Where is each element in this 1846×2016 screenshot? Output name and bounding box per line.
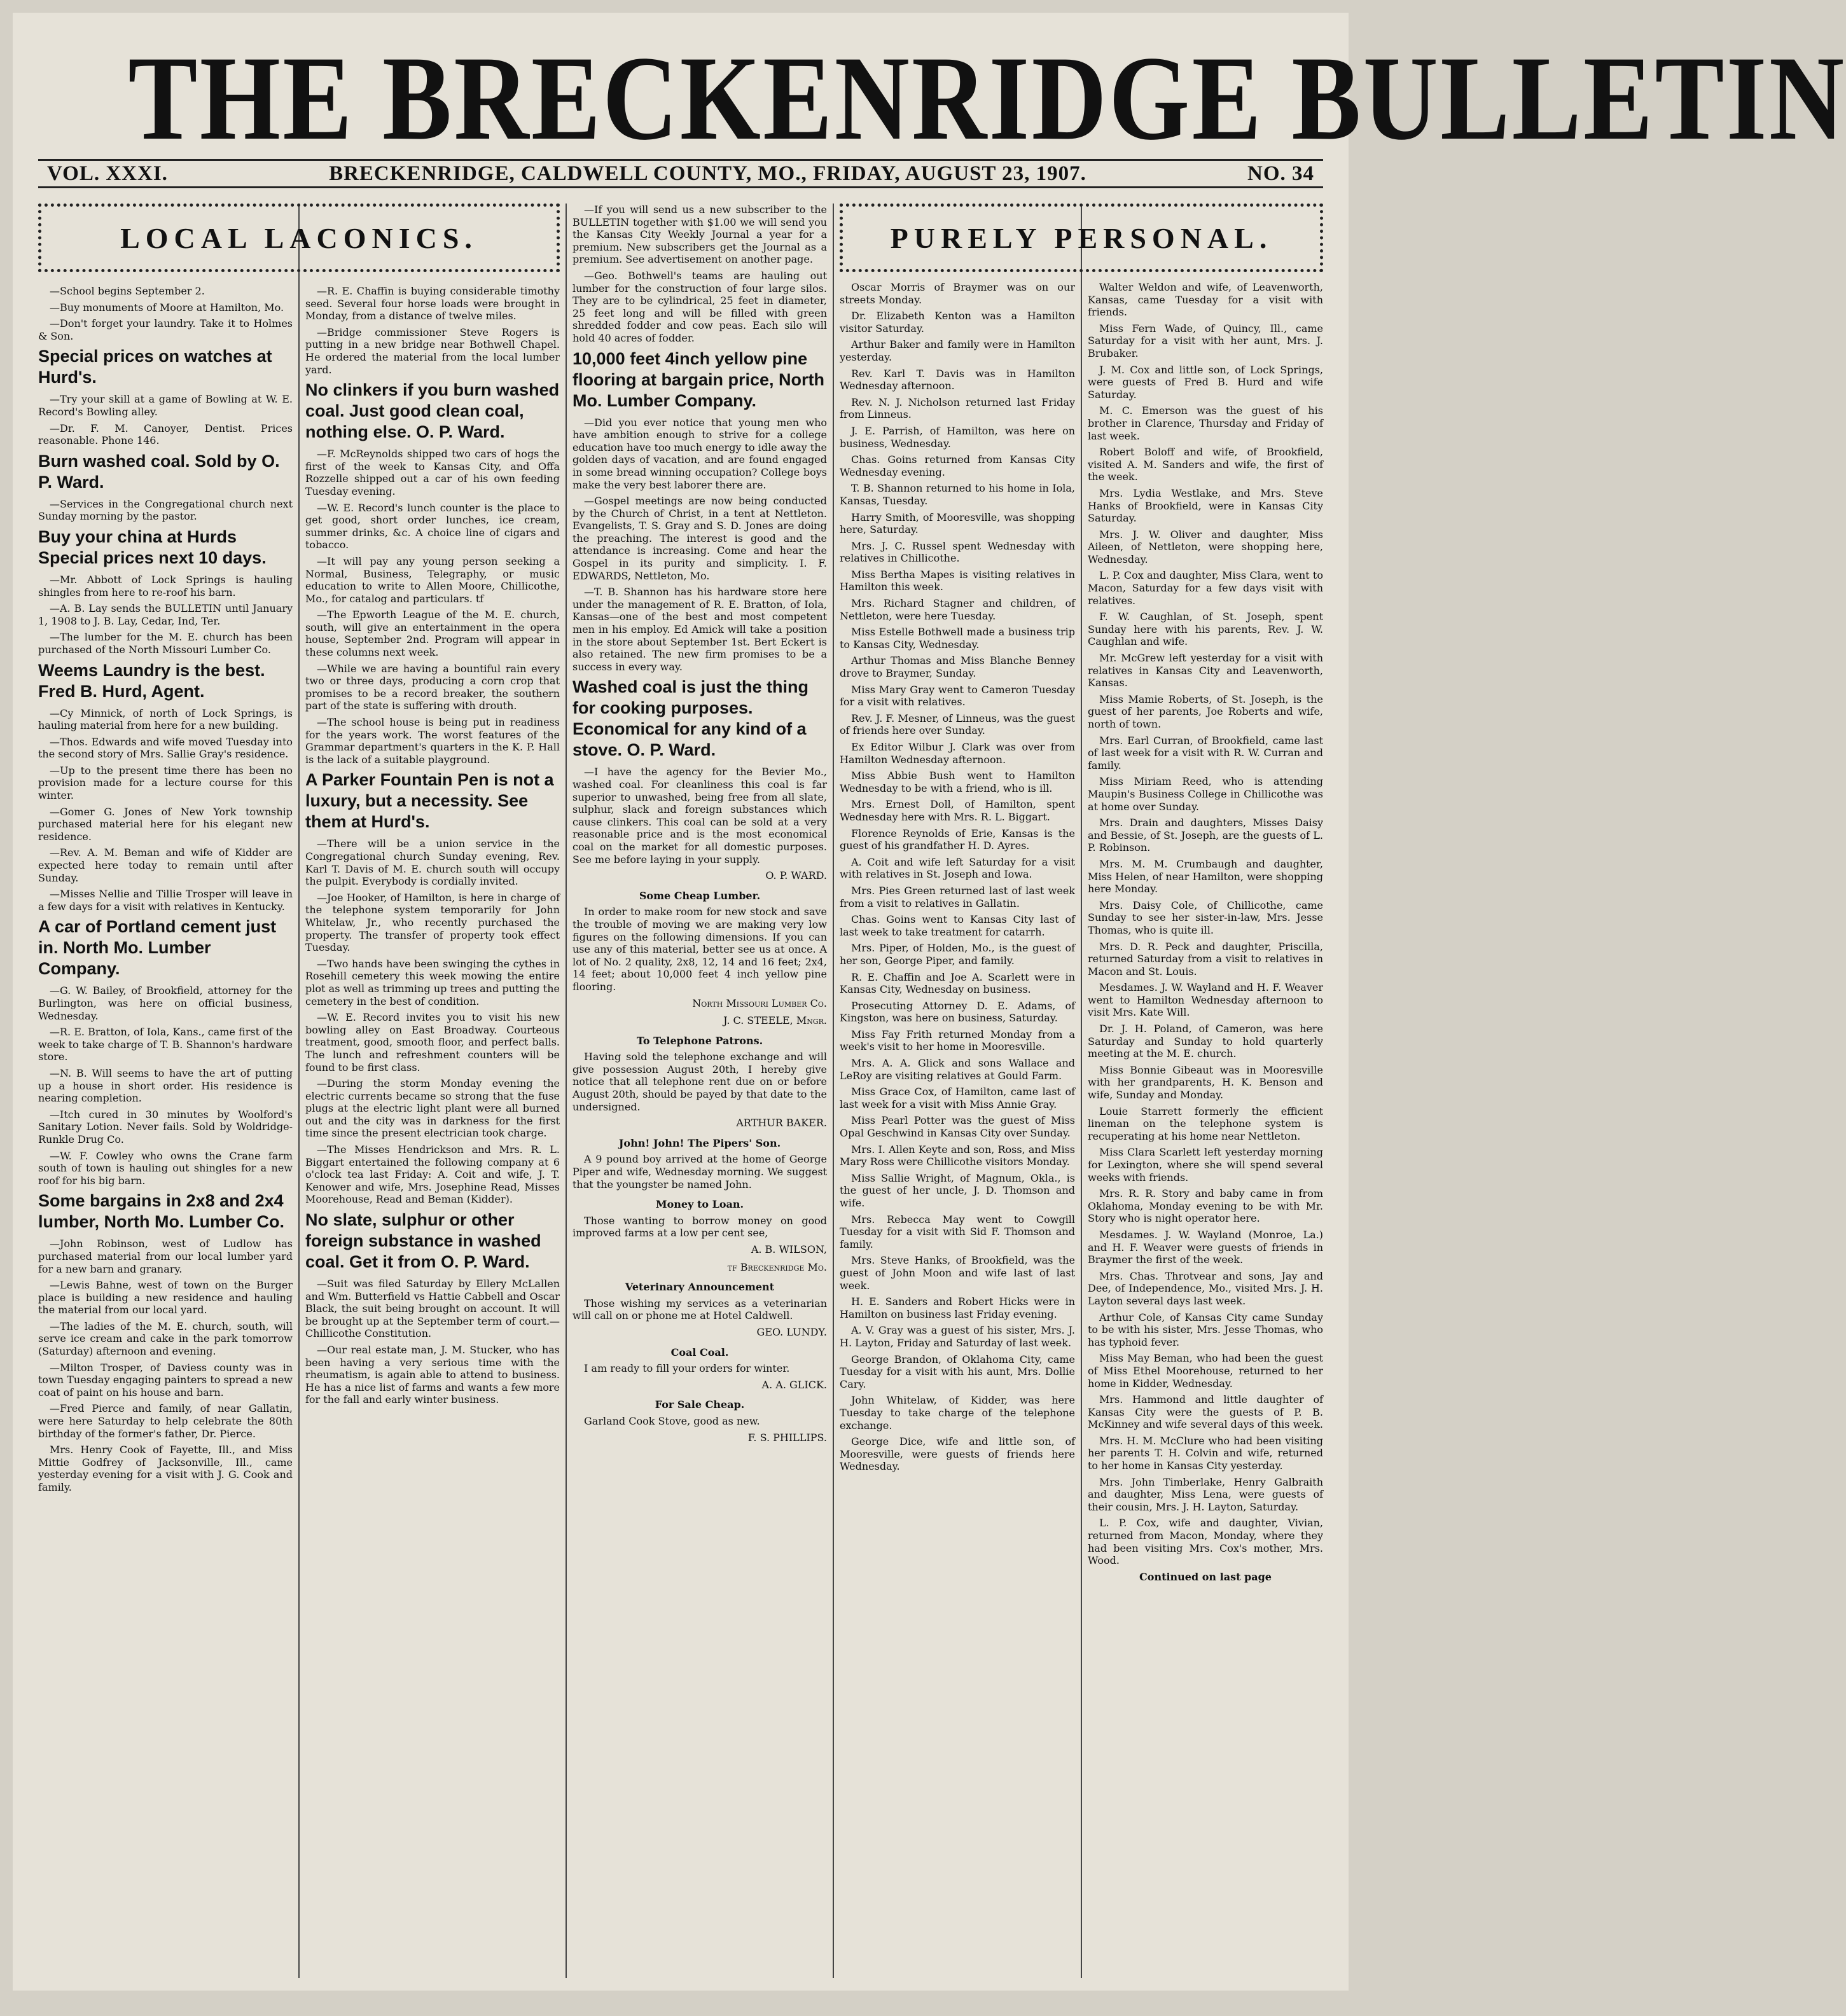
signature: J. C. STEELE, Mngr. xyxy=(723,1014,827,1027)
news-item: —If you will send us a new subscriber to the BULLETIN together with $1.00 we will send you the Kansas City Weekly Journal a year for a premium. New subscribers get the Journal as a premium. See advertisement on another page. xyxy=(573,204,827,266)
signature: O. P. WARD. xyxy=(765,869,827,882)
news-item: —Dr. F. M. Canoyer, Dentist. Prices reasonable. Phone 146. xyxy=(38,422,293,447)
news-item: Walter Weldon and wife, of Leavenworth, Kansas, came Tuesday for a visit with friends. xyxy=(1088,281,1323,319)
news-item: Miss Pearl Potter was the guest of Miss Opal Geschwind in Kansas City over Sunday. xyxy=(840,1114,1075,1140)
news-item: —The Epworth League of the M. E. church, south, will give an entertainment in the opera house, September 2nd. Program will appear in these columns next week. xyxy=(305,609,560,659)
news-item: —A. B. Lay sends the BULLETIN until January 1, 1908 to J. B. Lay, Cedar, Ind, Ter. xyxy=(38,602,293,627)
news-item: Harry Smith, of Mooresville, was shopping here, Saturday. xyxy=(840,511,1075,536)
news-item: —Thos. Edwards and wife moved Tuesday into the second story of Mrs. Sallie Gray's residence. xyxy=(38,735,293,761)
news-item: —Fred Pierce and family, of near Gallatin, were here Saturday to help celebrate the 80th birthday of the former's father, Dr. Pierce. xyxy=(38,1402,293,1440)
news-item: Mrs. A. A. Glick and sons Wallace and LeRoy are visiting relatives at Gould Farm. xyxy=(840,1057,1075,1082)
news-item: Miss Grace Cox, of Hamilton, came last of last week for a visit with Miss Annie Gray. xyxy=(840,1086,1075,1110)
news-item: Rev. N. J. Nicholson returned last Friday from Linneus. xyxy=(840,396,1075,421)
news-item: Arthur Cole, of Kansas City came Sunday to be with his sister, Mrs. Jesse Thomas, who has typhoid fever. xyxy=(1088,1311,1323,1348)
news-item: —The lumber for the M. E. church has been purchased of the North Missouri Lumber Co. xyxy=(38,631,293,656)
news-item: Mrs. R. R. Story and baby came in from Oklahoma, Monday evening to be with Mr. Story who is night operator here. xyxy=(1088,1187,1323,1225)
news-item: Miss Bertha Mapes is visiting relatives in Hamilton this week. xyxy=(840,568,1075,593)
news-item: —Cy Minnick, of north of Lock Springs, is hauling material from here for a new building. xyxy=(38,707,293,732)
news-item: —Gospel meetings are now being conducted by the Church of Christ, in a tent at Nettleton. Evangelists, T. S. Gray and S. D. Jones are doing the preaching. The interest is good and the attendance is increasing. Come and hear the Gospel in its purity and simplicity. I. F. EDWARDS, Nettleton, Mo. xyxy=(573,495,827,582)
news-item: Mrs. Hammond and little daughter of Kansas City were the guests of P. B. McKinney and wife several days of this week. xyxy=(1088,1393,1323,1431)
news-item: Oscar Morris of Braymer was on our streets Monday. xyxy=(840,281,1075,306)
news-item: —Gomer G. Jones of New York township purchased material here for his elegant new residence. xyxy=(38,805,293,843)
news-item: Having sold the telephone exchange and will give possession August 20th, I hereby give notice that all telephone rent due on or before August 20th, should be payed by that date to the undersigned. xyxy=(573,1051,827,1113)
news-item: John Whitelaw, of Kidder, was here Tuesday to take charge of the telephone exchange. xyxy=(840,1394,1075,1432)
news-item: Mrs. Pies Green returned last of last week from a visit to relatives in Gallatin. xyxy=(840,884,1075,909)
news-item: Mrs. J. W. Oliver and daughter, Miss Aileen, of Nettleton, were shopping here, Wednesday. xyxy=(1088,528,1323,565)
news-item: Mrs. Lydia Westlake, and Mrs. Steve Hanks of Brookfield, were in Kansas City Saturday. xyxy=(1088,487,1323,525)
advert: Weems Laundry is the best. Fred B. Hurd, Agent. xyxy=(38,660,265,701)
news-item: Miss Mary Gray went to Cameron Tuesday for a visit with relatives. xyxy=(840,683,1075,708)
news-item: Mrs. Ernest Doll, of Hamilton, spent Wednesday here with Mrs. R. L. Biggart. xyxy=(840,798,1075,823)
news-item: Mrs. H. M. McClure who had been visiting her parents T. H. Colvin and wife, returned to her home in Kansas City yesterday. xyxy=(1088,1434,1323,1472)
news-item: —Suit was filed Saturday by Ellery McLallen and Wm. Butterfield vs Hattie Cabbell and Oscar Black, the suit being brought on account. It will be brought up at the September term of court.—Chillicothe Constitution. xyxy=(305,1278,560,1340)
newspaper-page xyxy=(13,13,1846,1991)
news-item: —G. W. Bailey, of Brookfield, attorney for the Burlington, was here on official business, Wednesday. xyxy=(38,984,293,1022)
news-item: Mrs. Henry Cook of Fayette, Ill., and Miss Mittie Godfrey of Jacksonville, Ill., came yesterday evening for a visit with J. G. Cook and family. xyxy=(38,1444,293,1493)
advert: Special prices on watches at Hurd's. xyxy=(38,347,272,387)
notice-title: John! John! The Pipers' Son. xyxy=(618,1136,781,1149)
news-item: —School begins September 2. xyxy=(50,285,205,297)
news-item: Those wanting to borrow money on good improved farms at a low per cent see, xyxy=(573,1214,827,1239)
news-item: Mrs. I. Allen Keyte and son, Ross, and Miss Mary Ross were Chillicothe visitors Monday. xyxy=(840,1143,1075,1168)
news-item: Miss Bonnie Gibeaut was in Mooresville with her grandparents, H. K. Benson and wife, Sunday and Monday. xyxy=(1088,1063,1323,1101)
news-item: —Geo. Bothwell's teams are hauling out lumber for the construction of four large silos. They are to be cylindrical, 25 feet in diameter, 25 feet long and will be filled with green shredded fodder and cow peas. Each silo will hold 40 acres of fodder. xyxy=(573,269,827,344)
news-item: I am ready to fill your orders for winter. xyxy=(584,1362,790,1375)
column-rule xyxy=(1081,204,1082,1978)
notice-title: To Telephone Patrons. xyxy=(636,1034,763,1047)
place-date: BRECKENRIDGE, CALDWELL COUNTY, MO., FRIDAY, AUGUST 23, 1907. xyxy=(329,162,1086,185)
column-4 xyxy=(840,204,1075,1978)
advert: A car of Portland cement just in. North Mo. Lumber Company. xyxy=(38,917,277,979)
news-item: —I have the agency for the Bevier Mo., washed coal. For cleanliness this coal is far superior to unwashed, being free from all slate, sulphur, slack and foreign substances which cause clinkers. This coal can be sold at a very reasonable price and is the most economical coal on the market for all domestic purposes. See me before laying in your supply. xyxy=(573,766,827,866)
news-item: Ex Editor Wilbur J. Clark was over from Hamilton Wednesday afternoon. xyxy=(840,741,1075,766)
signature: A. A. GLICK. xyxy=(761,1378,827,1391)
notice-title: For Sale Cheap. xyxy=(655,1398,745,1411)
advert: No clinkers if you burn washed coal. Just good clean coal, nothing else. O. P. Ward. xyxy=(305,380,560,442)
news-item: —The ladies of the M. E. church, south, will serve ice cream and cake in the park tomorrow (Saturday) afternoon and evening. xyxy=(38,1320,293,1358)
news-item: Mrs. Piper, of Holden, Mo., is the guest of her son, George Piper, and family. xyxy=(840,942,1075,967)
news-item: Arthur Thomas and Miss Blanche Benney drove to Braymer, Sunday. xyxy=(840,654,1075,680)
news-item: —Itch cured in 30 minutes by Woolford's Sanitary Lotion. Never fails. Sold by Woldridge-Runkle Drug Co. xyxy=(38,1108,293,1145)
signature: ARTHUR BAKER. xyxy=(736,1117,827,1129)
news-item: Louie Starrett formerly the efficient lineman on the telephone system is recuperating at his home near Nettleton. xyxy=(1088,1105,1323,1142)
column-1 xyxy=(38,204,293,1978)
news-item: Mrs. Rebecca May went to Cowgill Tuesday for a visit with Sid F. Thomson and family. xyxy=(840,1213,1075,1250)
news-item: —Mr. Abbott of Lock Springs is hauling shingles from here to re-roof his barn. xyxy=(38,573,293,598)
news-item: Florence Reynolds of Erie, Kansas is the guest of his grandfather H. D. Ayres. xyxy=(840,827,1075,852)
column-rule xyxy=(566,204,567,1978)
news-item: —Don't forget your laundry. Take it to Holmes & Son. xyxy=(38,317,293,342)
news-item: —W. E. Record's lunch counter is the place to get good, short order lunches, ice cream, summer drinks, &c. A choice line of cigars and tobacco. xyxy=(305,501,560,551)
news-item: A. Coit and wife left Saturday for a visit with relatives in St. Joseph and Iowa. xyxy=(840,855,1075,881)
section-title: LOCAL LACONICS. xyxy=(120,221,478,254)
news-item: —Our real estate man, J. M. Stucker, who has been having a very serious time with the rheumatism, is again able to attend to business. He has a nice list of farms and wants a few more for the fall and early winter business. xyxy=(305,1344,560,1406)
news-item: Mrs. M. M. Crumbaugh and daughter, Miss Helen, of near Hamilton, were shopping here Monday. xyxy=(1088,857,1323,895)
advert: A Parker Fountain Pen is not a luxury, but a necessity. See them at Hurd's. xyxy=(305,770,554,832)
advert: Buy your china at Hurds Special prices next 10 days. xyxy=(38,527,267,567)
news-item: Those wishing my services as a veterinarian will call on or phone me at Hotel Caldwell. xyxy=(573,1297,827,1322)
news-item: Miss Miriam Reed, who is attending Maupin's Business College in Chillicothe was at home over Sunday. xyxy=(1088,775,1323,813)
news-item: L. P. Cox, wife and daughter, Vivian, returned from Macon, Monday, where they had been visiting Mrs. Cox's mother, Mrs. Wood. xyxy=(1088,1517,1323,1567)
news-item: Garland Cook Stove, good as new. xyxy=(584,1414,760,1427)
news-item: —While we are having a bountiful rain every two or three days, producing a corn crop that promises to be a record breaker, the southern part of the state is suffering with drouth. xyxy=(305,662,560,712)
news-item: —Rev. A. M. Beman and wife of Kidder are expected here today to remain until after Sunday. xyxy=(38,846,293,884)
news-item: —The school house is being put in readiness for the years work. The worst features of the Grammar department's quarters in the K. P. Hall is the lack of a suitable playground. xyxy=(305,716,560,766)
notice-title: Veterinary Announcement xyxy=(625,1281,775,1294)
news-item: Mesdames. J. W. Wayland (Monroe, La.) and H. F. Weaver were guests of friends in Braymer the first of the week. xyxy=(1088,1228,1323,1266)
news-item: George Dice, wife and little son, of Mooresville, were guests of friends here Wednesday. xyxy=(840,1435,1075,1473)
news-item: J. E. Parrish, of Hamilton, was here on business, Wednesday. xyxy=(840,424,1075,450)
news-item: J. M. Cox and little son, of Lock Springs, were guests of Fred B. Hurd and wife Saturday. xyxy=(1088,363,1323,401)
news-item: H. E. Sanders and Robert Hicks were in Hamilton on business last Friday evening. xyxy=(840,1295,1075,1320)
news-item: —Lewis Bahne, west of town on the Burger place is building a new residence and hauling the material from our local yard. xyxy=(38,1279,293,1316)
news-item: A 9 pound boy arrived at the home of George Piper and wife, Wednesday morning. We suggest that the youngster be named John. xyxy=(573,1153,827,1191)
column-2 xyxy=(305,204,560,1978)
signature: GEO. LUNDY. xyxy=(756,1325,827,1338)
news-item: —R. E. Bratton, of Iola, Kans., came first of the week to take charge of T. B. Shannon's hardware store. xyxy=(38,1026,293,1063)
news-item: —W. F. Cowley who owns the Crane farm south of town is hauling out shingles for a new roof for his big barn. xyxy=(38,1149,293,1187)
news-item: —During the storm Monday evening the electric currents became so strong that the fuse plugs at the electric light plant were all burned out and the city was in darkness for the first time since the present electrician took charge. xyxy=(305,1077,560,1140)
news-item: T. B. Shannon returned to his home in Iola, Kansas, Tuesday. xyxy=(840,482,1075,507)
signature: North Missouri Lumber Co. xyxy=(692,997,827,1009)
news-item: Mrs. Richard Stagner and children, of Nettleton, were here Tuesday. xyxy=(840,597,1075,622)
news-item: Mrs. Daisy Cole, of Chillicothe, came Sunday to see her sister-in-law, Mrs. Jesse Thomas, who is quite ill. xyxy=(1088,899,1323,936)
news-item: Dr. J. H. Poland, of Cameron, was here Saturday and Sunday to hold quarterly meeting at the M. E. church. xyxy=(1088,1023,1323,1060)
column-rule xyxy=(833,204,834,1978)
news-item: Dr. Elizabeth Kenton was a Hamilton visitor Saturday. xyxy=(840,310,1075,335)
news-item: Miss Sallie Wright, of Magnum, Okla., is the guest of her uncle, J. D. Thomson and wife. xyxy=(840,1171,1075,1209)
news-item: Miss May Beman, who had been the guest of Miss Ethel Moorehouse, returned to her home in Kidder, Wednesday. xyxy=(1088,1352,1323,1390)
news-item: —F. McReynolds shipped two cars of hogs the first of the week to Kansas City, and Offa Rozzelle shipped out a car of his own feeding Tuesday evening. xyxy=(305,448,560,497)
news-item: F. W. Caughlan, of St. Joseph, spent Sunday here with his parents, Rev. J. W. Caughlan and wife. xyxy=(1088,611,1323,648)
news-item: Miss Abbie Bush went to Hamilton Wednesday to be with a friend, who is ill. xyxy=(840,770,1075,794)
issue-number: NO. 34 xyxy=(1247,162,1314,185)
notice-title: Some Cheap Lumber. xyxy=(639,889,761,902)
news-item: —It will pay any young person seeking a Normal, Business, Telegraphy, or music education to write to Allen Moore, Chillicothe, Mo., for catalog and particulars. tf xyxy=(305,555,560,605)
news-item: Robert Boloff and wife, of Brookfield, visited A. M. Sanders and wife, the first of the week. xyxy=(1088,446,1323,483)
news-item: —There will be a union service in the Congregational church Sunday evening, Rev. Karl T. Davis of M. E. church south will occupy the pulpit. Everybody is cordially invited. xyxy=(305,838,560,888)
news-item: R. E. Chaffin and Joe A. Scarlett were in Kansas City, Wednesday on business. xyxy=(840,970,1075,996)
signature: tf Breckenridge Mo. xyxy=(727,1260,827,1273)
news-item: Mrs. Steve Hanks, of Brookfield, was the guest of John Moon and wife last of last week. xyxy=(840,1254,1075,1292)
news-item: Prosecuting Attorney D. E. Adams, of Kingston, was here on business, Saturday. xyxy=(840,999,1075,1025)
advert: Some bargains in 2x8 and 2x4 lumber, North Mo. Lumber Co. xyxy=(38,1191,285,1232)
signature: A. B. WILSON, xyxy=(751,1243,827,1255)
news-item: Miss Fay Frith returned Monday from a week's visit to her home in Mooresville. xyxy=(840,1028,1075,1053)
news-item: Miss Estelle Bothwell made a business trip to Kansas City, Wednesday. xyxy=(840,626,1075,651)
news-item: Mesdames. J. W. Wayland and H. F. Weaver went to Hamilton Wednesday afternoon to visit Mrs. Kate Will. xyxy=(1088,981,1323,1019)
news-item: —W. E. Record invites you to visit his new bowling alley on East Broadway. Courteous treatment, good, smooth floor, and perfect balls. The lunch and refreshment counters will be found to be first class. xyxy=(305,1011,560,1074)
news-item: Mrs. John Timberlake, Henry Galbraith and daughter, Miss Lena, were guests of their cousin, Mrs. J. H. Layton, Saturday. xyxy=(1088,1475,1323,1513)
signature: F. S. PHILLIPS. xyxy=(747,1431,827,1444)
notice-title: Coal Coal. xyxy=(670,1346,729,1358)
news-item: —Misses Nellie and Tillie Trosper will leave in a few days for a visit with relatives in Kentucky. xyxy=(38,888,293,913)
news-item: —John Robinson, west of Ludlow has purchased material from our local lumber yard for a new barn and granary. xyxy=(38,1238,293,1275)
news-item: —Up to the present time there has been no provision made for a lecture course for this winter. xyxy=(38,764,293,802)
continued-note: Continued on last page xyxy=(1139,1570,1272,1583)
news-item: —N. B. Will seems to have the art of putting up a house in short order. His residence is nearing completion. xyxy=(38,1067,293,1105)
news-item: —Bridge commissioner Steve Rogers is putting in a new bridge near Bothwell Chapel. He ordered the material from the local lumber yard. xyxy=(305,326,560,376)
advert: Washed coal is just the thing for cooking purposes. Economical for any kind of a stove. O. P. Ward. xyxy=(573,677,809,760)
column-5 xyxy=(1088,204,1323,1978)
news-item: —Try your skill at a game of Bowling at W. E. Record's Bowling alley. xyxy=(38,393,293,418)
news-item: —R. E. Chaffin is buying considerable timothy seed. Several four horse loads were brought in Monday, from a distance of twelve miles. xyxy=(305,285,560,322)
news-item: Mrs. D. R. Peck and daughter, Priscilla, returned Saturday from a visit to relatives in Macon and St. Louis. xyxy=(1088,940,1323,977)
volume: VOL. XXXI. xyxy=(47,162,168,185)
news-item: Mrs. J. C. Russel spent Wednesday with relatives in Chillicothe. xyxy=(840,539,1075,565)
news-item: —Two hands have been swinging the cythes in Rosehill cemetery this week mowing the entire plot as well as trimming up trees and putting the cemetery in the best of condition. xyxy=(305,957,560,1007)
news-item: In order to make room for new stock and save the trouble of moving we are making very low figures on the following dimensions. If you can use any of this material, better see us at once. A lot of No. 2 quality, 2x8, 12, 14 and 16 feet; 2x4, 14 feet; about 10,000 feet 4 inch yellow pine flooring. xyxy=(573,906,827,993)
news-item: Mrs. Earl Curran, of Brookfield, came last of last week for a visit with R. W. Curran and family. xyxy=(1088,734,1323,771)
news-item: A. V. Gray was a guest of his sister, Mrs. J. H. Layton, Friday and Saturday of last week. xyxy=(840,1324,1075,1349)
dateline xyxy=(38,159,1323,188)
purely-personal-header xyxy=(840,204,1323,272)
news-item: Rev. J. F. Mesner, of Linneus, was the guest of friends here over Sunday. xyxy=(840,712,1075,737)
advert: Burn washed coal. Sold by O. P. Ward. xyxy=(38,451,280,492)
news-item: —Joe Hooker, of Hamilton, is here in charge of the telephone system temporarily for John Whitelaw, Jr., who recently purchased the property. The transfer of property took effect Tuesday. xyxy=(305,891,560,954)
column-3 xyxy=(573,204,827,1978)
local-laconics-header xyxy=(38,204,560,272)
news-item: Miss Clara Scarlett left yesterday morning for Lexington, where she will spend several weeks with friends. xyxy=(1088,1146,1323,1184)
notice-title: Money to Loan. xyxy=(655,1198,744,1211)
news-item: L. P. Cox and daughter, Miss Clara, went to Macon, Saturday for a few days visit with relatives. xyxy=(1088,569,1323,607)
masthead-title: THE BRECKENRIDGE BULLETIN xyxy=(128,32,1846,165)
news-item: —Services in the Congregational church next Sunday morning by the pastor. xyxy=(38,497,293,523)
news-item: Rev. Karl T. Davis was in Hamilton Wednesday afternoon. xyxy=(840,367,1075,392)
news-item: Miss Fern Wade, of Quincy, Ill., came Saturday for a visit with her aunt, Mrs. J. Brubaker. xyxy=(1088,322,1323,359)
advert: 10,000 feet 4inch yellow pine flooring at bargain price, North Mo. Lumber Company. xyxy=(573,349,825,410)
news-item: Arthur Baker and family were in Hamilton yesterday. xyxy=(840,338,1075,363)
news-item: Mrs. Chas. Throtvear and sons, Jay and Dee, of Independence, Mo., visited Mrs. J. H. Layton several days last week. xyxy=(1088,1269,1323,1307)
news-item: —Buy monuments of Moore at Hamilton, Mo. xyxy=(50,301,284,314)
news-item: Miss Mamie Roberts, of St. Joseph, is the guest of her parents, Joe Roberts and wife, north of town. xyxy=(1088,693,1323,730)
news-item: Chas. Goins went to Kansas City last of last week to take treatment for catarrh. xyxy=(840,913,1075,938)
news-item: George Brandon, of Oklahoma City, came Tuesday for a visit with his aunt, Mrs. Dollie Cary. xyxy=(840,1353,1075,1390)
news-item: —The Misses Hendrickson and Mrs. R. L. Biggart entertained the following company at 6 o'clock tea last Friday: A. Coit and wife, J. T. Kenower and wife, Mrs. Josephine Read, Misses Moorehouse, Read and Beman (Kidder). xyxy=(305,1143,560,1206)
advert: No slate, sulphur or other foreign substance in washed coal. Get it from O. P. Ward. xyxy=(305,1210,541,1272)
news-item: M. C. Emerson was the guest of his brother in Clarence, Thursday and Friday of last week. xyxy=(1088,404,1323,442)
section-title: PURELY PERSONAL. xyxy=(890,221,1273,254)
column-rule xyxy=(298,204,300,1978)
news-item: Mr. McGrew left yesterday for a visit with relatives in Kansas City and Leavenworth, Kansas. xyxy=(1088,652,1323,689)
news-item: Mrs. Drain and daughters, Misses Daisy and Bessie, of St. Joseph, are the guests of L. P. Robinson. xyxy=(1088,817,1323,854)
news-item: Chas. Goins returned from Kansas City Wednesday evening. xyxy=(840,453,1075,478)
news-item: —T. B. Shannon has his hardware store here under the management of R. E. Bratton, of Iola, Kansas—one of the best and most competent men in his employ. Ed Amick will take a position in the store about September 1st. Bert Eckert is also retained. The new firm promises to be a success in every way. xyxy=(573,586,827,673)
news-item: —Milton Trosper, of Daviess county was in town Tuesday engaging painters to spread a new coat of paint on his house and barn. xyxy=(38,1361,293,1398)
news-item: —Did you ever notice that young men who have ambition enough to strive for a college education have too much energy to idle away the golden days of vacation, and are found engaged in some bread winning occupation? College boys make the very best laborer there are. xyxy=(573,416,827,491)
